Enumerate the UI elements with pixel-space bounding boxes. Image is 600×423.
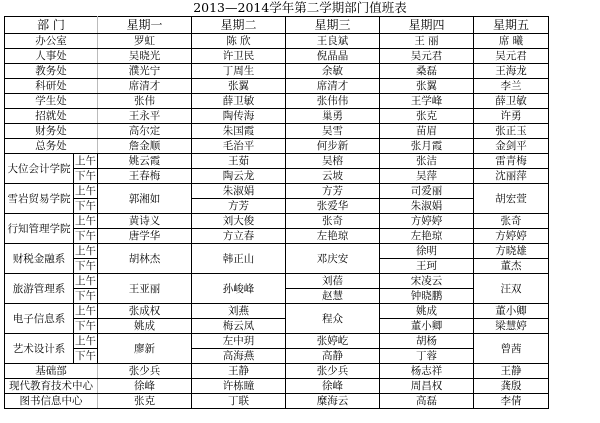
duty-cell: 薛卫敏 [192, 94, 286, 109]
slot-label-am: 上午 [75, 215, 96, 227]
duty-cell: 刘燕 [192, 304, 286, 319]
duty-cell: 糜海云 [286, 394, 380, 409]
duty-cell: 张翼 [380, 79, 474, 94]
slot-label-am: 上午 [75, 305, 96, 317]
slot-label-pm: 下午 [75, 260, 96, 272]
duty-cell: 沈丽萍 [474, 169, 549, 184]
duty-cell: 赵慧 [286, 289, 380, 304]
duty-cell: 方晓雄 [474, 244, 549, 259]
duty-cell: 周昌权 [380, 379, 474, 394]
table-row [5, 334, 549, 349]
duty-cell: 朱淑娟 [380, 199, 474, 214]
duty-cell: 吴元君 [474, 49, 549, 64]
dept-cell: 招就处 [5, 109, 98, 124]
duty-cell: 张少兵 [98, 364, 192, 379]
slot-label-pm: 下午 [75, 200, 96, 212]
duty-cell: 吴晓光 [98, 49, 192, 64]
dept-cell: 大位会计学院 [5, 154, 74, 184]
dept-cell: 图书信息中心 [5, 394, 98, 409]
dept-cell: 人事处 [5, 49, 98, 64]
header-day: 星期二 [192, 17, 286, 34]
table-row [5, 109, 549, 124]
duty-cell: 罗虹 [98, 34, 192, 49]
table-row [5, 379, 549, 394]
duty-cell: 唐学华 [98, 229, 192, 244]
slot-label-am: 上午 [75, 185, 96, 197]
duty-cell: 黄诗义 [98, 214, 192, 229]
table-row [5, 199, 549, 214]
table-row [5, 49, 549, 64]
duty-cell: 丁周生 [192, 64, 286, 79]
duty-cell: 张正玉 [474, 124, 549, 139]
header-dept: 部 门 [5, 17, 98, 34]
duty-cell: 张克 [380, 109, 474, 124]
dept-cell: 教务处 [5, 64, 98, 79]
duty-cell: 桑磊 [380, 64, 474, 79]
duty-cell: 方芳 [192, 199, 286, 214]
duty-cell: 胡宏萱 [474, 184, 549, 214]
duty-cell: 徐明 [380, 244, 474, 259]
duty-cell: 张奇 [474, 214, 549, 229]
duty-cell: 陶传海 [192, 109, 286, 124]
duty-cell: 梅云凤 [192, 319, 286, 334]
dept-cell: 科研处 [5, 79, 98, 94]
duty-cell: 左中玥 [192, 334, 286, 349]
duty-cell: 孙峻峰 [192, 274, 286, 304]
duty-cell: 高尔定 [98, 124, 192, 139]
duty-cell: 张伟伟 [286, 94, 380, 109]
table-row [5, 214, 549, 229]
duty-cell: 姚成 [98, 319, 192, 334]
duty-cell: 许卫民 [192, 49, 286, 64]
header-day: 星期一 [98, 17, 192, 34]
duty-cell: 王永平 [98, 109, 192, 124]
header-day: 星期三 [286, 17, 380, 34]
duty-cell: 倪晶晶 [286, 49, 380, 64]
duty-cell: 李兰 [474, 79, 549, 94]
duty-cell: 董小卿 [474, 304, 549, 319]
dept-cell: 旅游管理系 [5, 274, 74, 304]
table-row [5, 124, 549, 139]
duty-cell: 王学峰 [380, 94, 474, 109]
duty-cell: 胡杨 [380, 334, 474, 349]
duty-cell: 陶云龙 [192, 169, 286, 184]
duty-cell: 方芳 [286, 184, 380, 199]
duty-cell: 董杰 [474, 259, 549, 274]
duty-cell: 吴元君 [380, 49, 474, 64]
dept-cell: 行知管理学院 [5, 214, 74, 244]
duty-cell: 王良斌 [286, 34, 380, 49]
duty-cell: 席清才 [286, 79, 380, 94]
duty-cell: 廖新 [98, 334, 192, 364]
dept-cell: 学生处 [5, 94, 98, 109]
duty-cell: 王珂 [380, 259, 474, 274]
duty-cell: 梁慧婷 [474, 319, 549, 334]
table-row [5, 79, 549, 94]
duty-cell: 胡林杰 [98, 244, 192, 274]
dept-cell: 雪岩贸易学院 [5, 184, 74, 214]
duty-cell: 李倩 [474, 394, 549, 409]
slot-label-am: 上午 [75, 245, 96, 257]
duty-cell: 朱淑娟 [192, 184, 286, 199]
duty-cell: 何步新 [286, 139, 380, 154]
table-row [5, 274, 549, 289]
dept-cell: 财税金融系 [5, 244, 74, 274]
duty-cell: 徐峰 [286, 379, 380, 394]
slot-label-am: 上午 [75, 335, 96, 347]
table-row [5, 319, 549, 334]
slot-label-pm: 下午 [75, 230, 96, 242]
duty-cell: 席清才 [98, 79, 192, 94]
duty-cell: 程众 [286, 304, 380, 334]
table-row [5, 64, 549, 79]
duty-cell: 张克 [98, 394, 192, 409]
duty-cell: 张翼 [192, 79, 286, 94]
slot-label-pm: 下午 [75, 170, 96, 182]
duty-cell: 王静 [474, 364, 549, 379]
duty-cell: 方婷婷 [474, 229, 549, 244]
duty-cell: 高磊 [380, 394, 474, 409]
duty-cell: 余敏 [286, 64, 380, 79]
duty-cell: 姚成 [380, 304, 474, 319]
duty-cell: 吴雪 [286, 124, 380, 139]
header-row [5, 17, 549, 34]
duty-cell: 宋凌云 [380, 274, 474, 289]
duty-cell: 濮光宁 [98, 64, 192, 79]
duty-cell: 王茹 [192, 154, 286, 169]
duty-cell: 金剑平 [474, 139, 549, 154]
duty-cell: 张奇 [286, 214, 380, 229]
duty-cell: 张少兵 [286, 364, 380, 379]
duty-cell: 张爱华 [286, 199, 380, 214]
dept-cell: 总务处 [5, 139, 98, 154]
dept-cell: 财务处 [5, 124, 98, 139]
table-row [5, 154, 549, 169]
duty-cell: 云坡 [286, 169, 380, 184]
duty-cell: 雷青梅 [474, 154, 549, 169]
table-row [5, 394, 549, 409]
duty-cell: 方婷婷 [380, 214, 474, 229]
duty-cell: 王海龙 [474, 64, 549, 79]
slot-label-pm: 下午 [75, 350, 96, 362]
slot-label-pm: 下午 [75, 320, 96, 332]
duty-cell: 吴榕 [286, 154, 380, 169]
table-row [5, 169, 549, 184]
duty-cell: 左艳琼 [286, 229, 380, 244]
table-row [5, 94, 549, 109]
duty-cell: 王 丽 [380, 34, 474, 49]
slot-label-pm: 下午 [75, 290, 96, 302]
duty-cell: 张月霞 [380, 139, 474, 154]
duty-cell: 董小卿 [380, 319, 474, 334]
table-row [5, 364, 549, 379]
table-row [5, 34, 549, 49]
duty-cell: 丁联 [192, 394, 286, 409]
duty-cell: 王春梅 [98, 169, 192, 184]
duty-cell: 吴萍 [380, 169, 474, 184]
duty-cell: 张成权 [98, 304, 192, 319]
duty-cell: 刘蓓 [286, 274, 380, 289]
table-row [5, 349, 549, 364]
table-row [5, 184, 549, 199]
duty-cell: 席 曦 [474, 34, 549, 49]
header-day: 星期五 [474, 17, 549, 34]
duty-cell: 刘大俊 [192, 214, 286, 229]
table-row [5, 229, 549, 244]
duty-cell: 朱国霞 [192, 124, 286, 139]
duty-cell: 徐峰 [98, 379, 192, 394]
duty-cell: 韩正山 [192, 244, 286, 274]
duty-cell: 郭湘如 [98, 184, 192, 214]
duty-cell: 钟晓鹏 [380, 289, 474, 304]
duty-roster-table [4, 16, 549, 409]
duty-cell: 曾茜 [474, 334, 549, 364]
duty-cell: 薛卫敏 [474, 94, 549, 109]
duty-cell: 张婷屹 [286, 334, 380, 349]
duty-cell: 方立春 [192, 229, 286, 244]
duty-cell: 司爱丽 [380, 184, 474, 199]
duty-cell: 丁蓉 [380, 349, 474, 364]
dept-cell: 电子信息系 [5, 304, 74, 334]
duty-cell: 汪双 [474, 274, 549, 304]
duty-cell: 毛治平 [192, 139, 286, 154]
table-row [5, 304, 549, 319]
duty-cell: 詹金顺 [98, 139, 192, 154]
header-day: 星期四 [380, 17, 474, 34]
table-row [5, 244, 549, 259]
dept-cell: 基础部 [5, 364, 98, 379]
duty-cell: 杨志祥 [380, 364, 474, 379]
duty-cell: 巢勇 [286, 109, 380, 124]
duty-cell: 苗眉 [380, 124, 474, 139]
slot-label-am: 上午 [75, 275, 96, 287]
duty-cell: 陈 欣 [192, 34, 286, 49]
dept-cell: 艺术设计系 [5, 334, 74, 364]
duty-cell: 高海燕 [192, 349, 286, 364]
page-title: 2013—2014学年第二学期部门值班表 [193, 0, 407, 15]
duty-cell: 许勇 [474, 109, 549, 124]
duty-cell: 张伟 [98, 94, 192, 109]
table-row [5, 139, 549, 154]
duty-cell: 王静 [192, 364, 286, 379]
dept-cell: 办公室 [5, 34, 98, 49]
duty-cell: 左艳琼 [380, 229, 474, 244]
duty-cell: 姚云霞 [98, 154, 192, 169]
slot-label-am: 上午 [75, 155, 96, 167]
duty-cell: 许栋瞳 [192, 379, 286, 394]
duty-cell: 王亚丽 [98, 274, 192, 304]
dept-cell: 现代教育技术中心 [5, 379, 98, 394]
duty-cell: 张洁 [380, 154, 474, 169]
duty-cell: 龚殷 [474, 379, 549, 394]
duty-cell: 高静 [286, 349, 380, 364]
duty-cell: 邓庆安 [286, 244, 380, 274]
